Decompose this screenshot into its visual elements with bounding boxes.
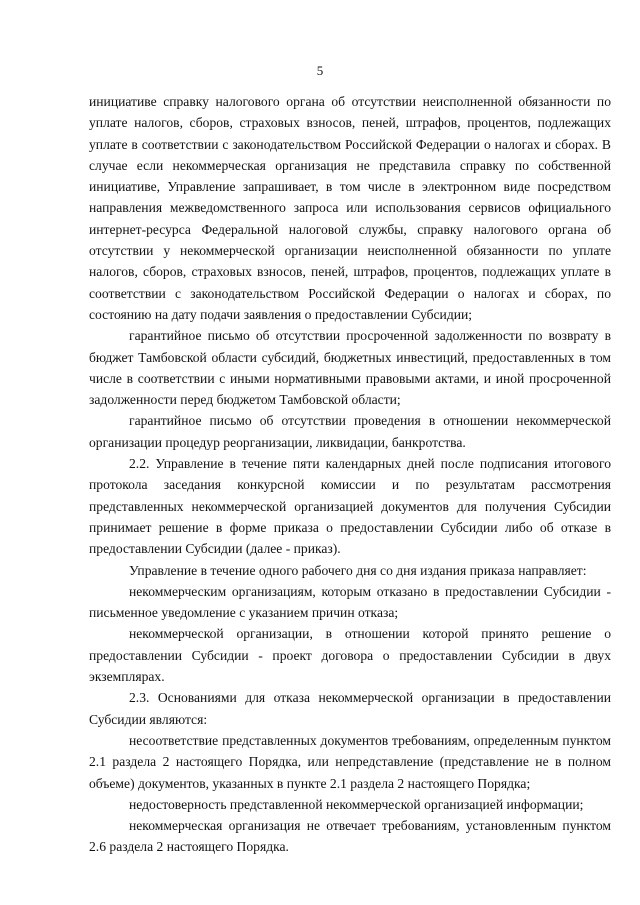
paragraph: недостоверность представленной некоммерческой организацией информации; [129, 796, 584, 812]
paragraph: гарантийное письмо об отсутствии просроченной задолженности по возврату в бюджет Тамбовской области субсидий, бюджетных инвестиций, предоставленных в том числе в соответствии с иными нормативными правовыми актами, и иной просроченной задолженности перед бюджетом Тамбовской области; [89, 328, 611, 408]
paragraph: некоммерческой организации, в отношении которой принято решение о предоставлении Субсидии - проект договора о предоставлении Субсидии в двух экземплярах. [89, 626, 611, 685]
paragraph: инициативе справку налогового органа об отсутствии неисполненной обязанности по уплате налогов, сборов, страховых взносов, пеней, штрафов, процентов, подлежащих уплате в соответствии с законодательством Российской Федерации о налогах и сборах. В случае если некоммерческая организация не представила справку по собственной инициативе, Управление запрашивает, в том числе в электронном виде посредством направления межведомственного запроса или использования сервисов официального интернет-ресурса Федеральной налоговой службы, справку налогового органа об отсутствии у некоммерческой организации неисполненной обязанности по уплате налогов, сборов, страховых взносов, пеней, штрафов, процентов, подлежащих уплате в соответствии с законодательством Российской Федерации о налогах и сборах, по состоянию на дату подачи заявления о предоставлении Субсидии; [89, 94, 611, 322]
paragraph: некоммерческая организация не отвечает требованиям, установленным пунктом 2.6 раздела 2 настоящего Порядка. [89, 818, 611, 855]
body-text [89, 91, 611, 858]
paragraph: некоммерческим организациям, которым отказано в предоставлении Субсидии - письменное уведомление с указанием причин отказа; [89, 583, 611, 621]
page-number: 5 [316, 63, 324, 78]
paragraph: 2.2. Управление в течение пяти календарных дней после подписания итогового протокола заседания конкурсной комиссии и по результатам рассмотрения представленных некоммерческой организацией документов для получения Субсидии принимает решение в форме приказа о предоставлении Субсидии либо об отказе в предоставлении Субсидии (далее - приказ). [89, 456, 611, 557]
paragraph: гарантийное письмо об отсутствии проведения в отношении некоммерческой организации процедур реорганизации, ликвидации, банкротства. [89, 413, 611, 450]
paragraph: 2.3. Основаниями для отказа некоммерческой организации в предоставлении Субсидии являются: [89, 690, 611, 727]
paragraph: несоответствие представленных документов требованиям, определенным пунктом 2.1 раздела 2 настоящего Порядка, или непредставление (представление не в полном объеме) документов, указанных в пункте 2.1 раздела 2 настоящего Порядка; [89, 732, 611, 791]
paragraph: Управление в течение одного рабочего дня со дня издания приказа направляет: [129, 562, 587, 578]
